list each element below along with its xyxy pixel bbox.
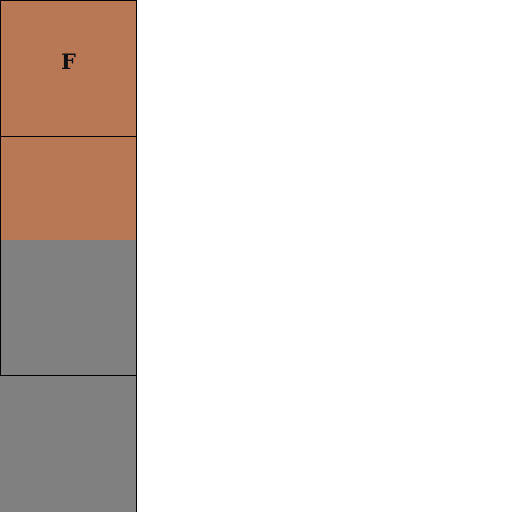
- tile-f[interactable]: [0, 0, 137, 137]
- tile-gray[interactable]: [0, 375, 137, 512]
- tile-column: [0, 0, 137, 512]
- tile-split-top: [1, 137, 136, 240]
- tile-label: F: [61, 49, 76, 74]
- tile-split[interactable]: [0, 136, 137, 376]
- tile-split-bottom: [1, 240, 136, 376]
